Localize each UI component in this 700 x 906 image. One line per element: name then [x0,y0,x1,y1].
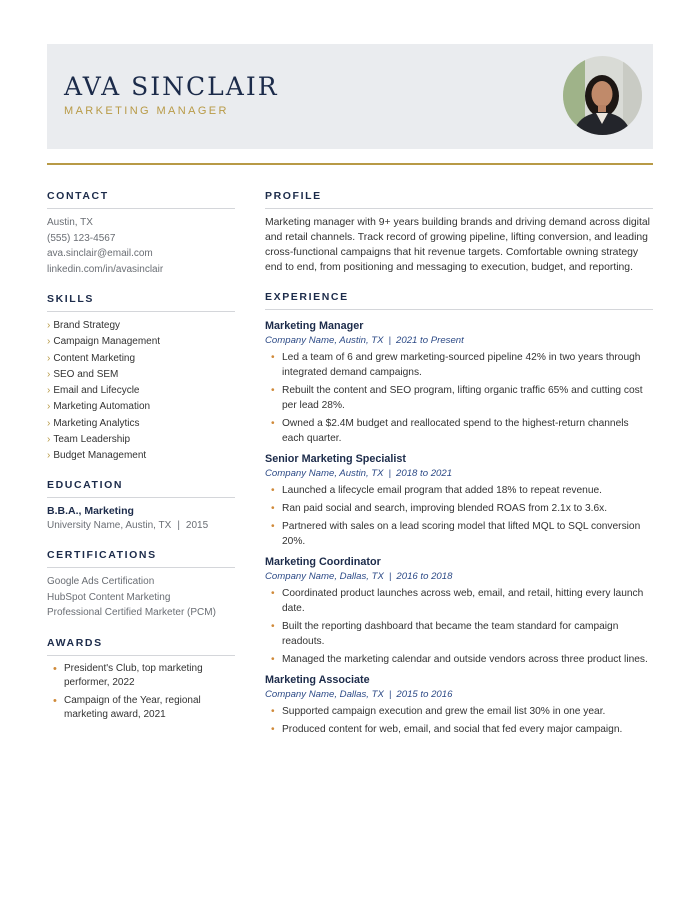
education-school: University Name, Austin, TX | 2015 [47,519,209,531]
skill-item: › Marketing Analytics [47,417,140,429]
job-entry [265,319,653,446]
job-entry [265,452,653,549]
resume-header [47,44,653,149]
profile-summary: Marketing manager with 9+ years building brands and driving demand across digital and retail channels. Track record of growing pipeline, lifting conversion, and leading cross-functional campaigns that hit revenue targets. Comfortable owning strategy end to end, from positioning and messaging to execution, budget, and reporting. [265,217,650,273]
certification-item: Professional Certified Marketer (PCM) [47,607,216,619]
chevron-right-icon: › [47,320,51,331]
section-title-profile: PROFILE [265,190,653,209]
job-bullet: • Produced content for web, email, and social that fed every major campaign. [265,722,653,737]
section-title-experience: EXPERIENCE [265,291,653,310]
job-meta: Company Name, Austin, TX | 2021 to Present [265,335,464,346]
skill-item: › Team Leadership [47,434,131,446]
contact-phone: (555) 123-4567 [47,232,116,244]
chevron-right-icon: › [47,336,51,348]
award-item: • President's Club, top marketing performer, 2022 [47,662,235,690]
skill-item: › SEO and SEM [47,368,119,380]
job-bullet: • Launched a lifecycle email program that added 18% to repeat revenue. [265,483,653,498]
section-title-awards: AWARDS [47,637,235,656]
certifications-section [47,549,235,621]
job-title: Marketing Coordinator [265,556,381,568]
contact-linkedin[interactable]: linkedin.com/in/avasinclair [47,263,164,275]
skill-item: › Budget Management [47,450,147,462]
chevron-right-icon: › [47,352,51,364]
job-meta: Company Name, Dallas, TX | 2016 to 2018 [265,571,453,582]
education-degree: B.B.A., Marketing [47,504,134,517]
job-entry [265,555,653,667]
certification-item: HubSpot Content Marketing [47,591,171,603]
chevron-right-icon: › [47,417,51,429]
section-title-skills: SKILLS [47,293,235,312]
right-column [265,190,653,743]
chevron-right-icon: › [47,434,51,446]
job-title: Marketing Associate [265,674,370,686]
contact-section [47,190,235,277]
award-item: • Campaign of the Year, regional marketing award, 2021 [47,694,235,722]
profile-photo [563,56,642,135]
skills-list [47,318,235,465]
job-bullets [265,586,653,667]
contact-location: Austin, TX [47,217,93,228]
certification-item: Google Ads Certification [47,576,155,588]
candidate-title: MARKETING MANAGER [64,105,229,117]
experience-section [265,291,653,737]
header-divider [47,163,653,165]
job-bullet: • Ran paid social and search, improving blended ROAS from 2.1x to 3.6x. [265,501,653,516]
education-section [47,479,235,534]
awards-section [47,637,235,722]
skill-item: › Content Marketing [47,352,136,364]
job-entry [265,673,653,737]
skills-section [47,293,235,465]
job-title: Marketing Manager [265,320,364,332]
skill-item: › Marketing Automation [47,401,151,413]
section-title-contact: CONTACT [47,190,235,209]
job-bullet: • Rebuilt the content and SEO program, lifting organic traffic 65% and cutting cost per lead 28%. [265,383,653,413]
contact-email[interactable]: ava.sinclair@email.com [47,248,153,259]
skill-item: › Campaign Management [47,336,161,348]
job-title: Senior Marketing Specialist [265,453,407,465]
job-bullet: • Led a team of 6 and grew marketing-sourced pipeline 42% in two years through integrated demand campaigns. [265,350,653,380]
job-bullet: • Owned a $2.4M budget and reallocated spend to the highest-return channels each quarter. [265,416,653,446]
candidate-name: AVA SINCLAIR [64,72,279,101]
skill-item: › Brand Strategy [47,320,121,331]
chevron-right-icon: › [47,450,51,462]
profile-section [265,190,653,275]
job-bullet: • Supported campaign execution and grew the email list 30% in one year. [265,704,653,719]
job-bullet: • Built the reporting dashboard that became the team standard for campaign readouts. [265,619,653,649]
job-bullet: • Managed the marketing calendar and outside vendors across three product lines. [265,652,653,667]
job-bullets [265,483,653,549]
chevron-right-icon: › [47,385,51,397]
job-bullets [265,350,653,446]
awards-list [47,662,235,722]
job-bullet: • Partnered with sales on a lead scoring model that lifted MQL to SQL conversion 20%. [265,519,653,549]
skill-item: › Email and Lifecycle [47,385,140,397]
job-bullets [265,704,653,737]
job-bullet: • Coordinated product launches across web, email, and retail, hitting every launch date. [265,586,653,616]
left-column [47,190,235,726]
section-title-certifications: CERTIFICATIONS [47,549,235,568]
section-title-education: EDUCATION [47,479,235,498]
chevron-right-icon: › [47,368,51,380]
job-meta: Company Name, Dallas, TX | 2015 to 2016 [265,689,453,700]
chevron-right-icon: › [47,401,51,413]
job-meta: Company Name, Austin, TX | 2018 to 2021 [265,468,453,479]
